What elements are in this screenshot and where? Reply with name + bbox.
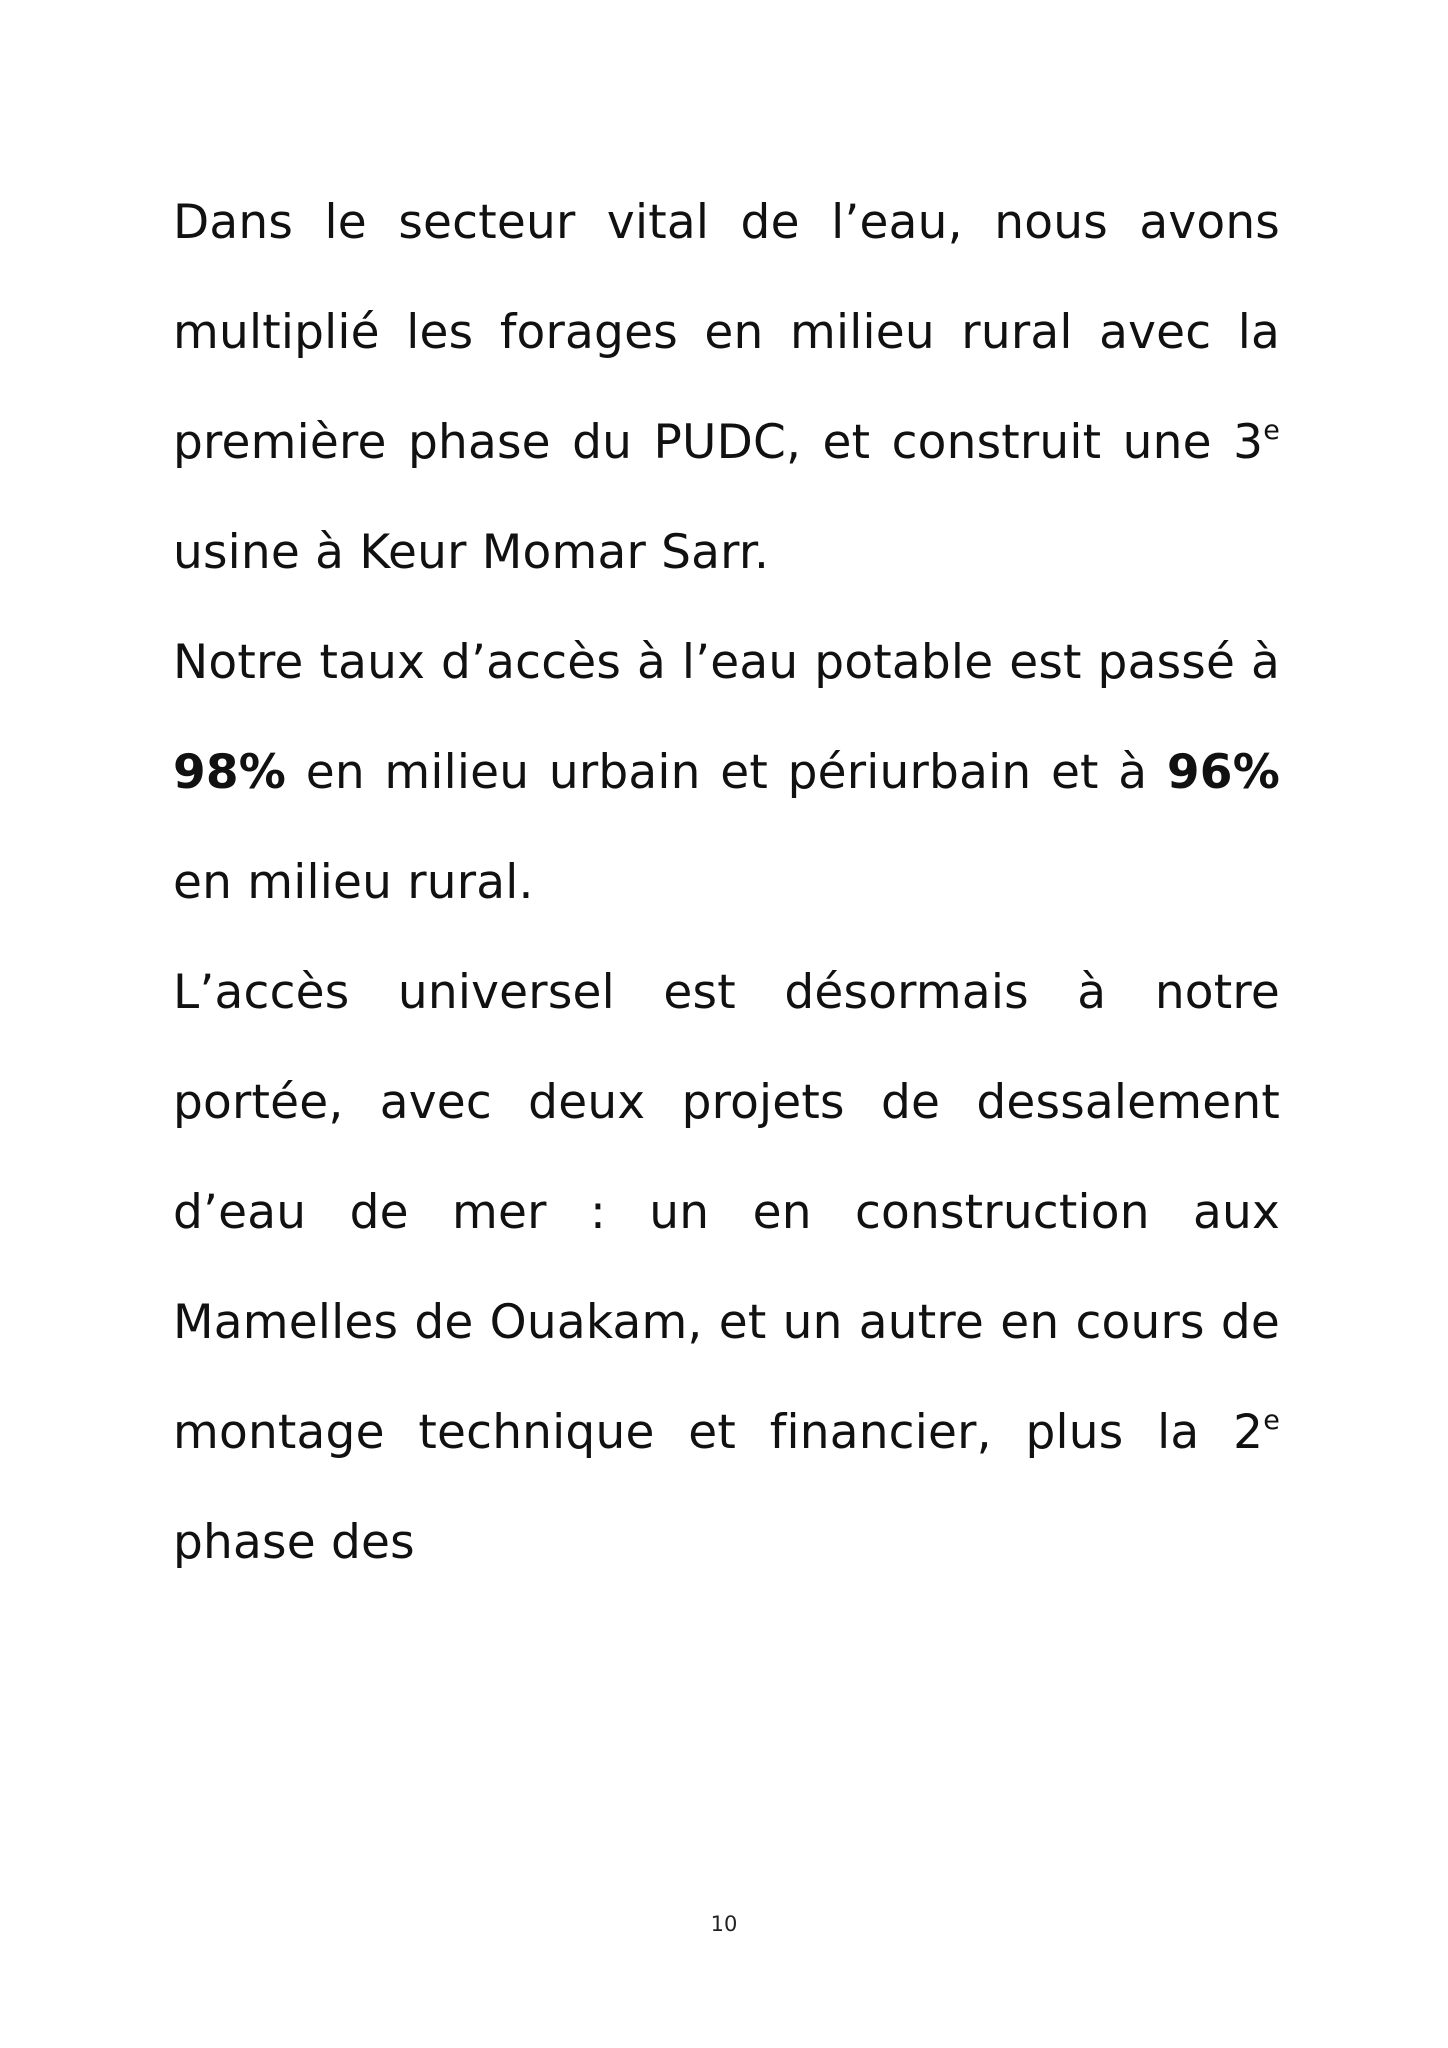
body-text — [173, 168, 1280, 1598]
paragraph-text: Notre taux d’accès à l’eau potable est passé à — [173, 635, 1280, 690]
paragraph-text: phase des — [173, 1515, 415, 1570]
page-number: 10 — [710, 1912, 738, 1936]
urban-rate-value: 98% — [173, 745, 287, 800]
ordinal-superscript: e — [1263, 1405, 1280, 1437]
paragraph-water-sector — [173, 168, 1280, 608]
paragraph-text: Dans le secteur vital de l’eau, nous avons multiplié les forages en milieu rural avec la première phase du PUDC, et construit une 3 — [173, 195, 1280, 470]
paragraph-access-rate — [173, 608, 1280, 938]
paragraph-text: usine à Keur Momar Sarr. — [173, 525, 770, 580]
paragraph-text: en milieu urbain et périurbain et à — [286, 745, 1167, 800]
rural-rate-value: 96% — [1166, 745, 1280, 800]
ordinal-superscript: e — [1263, 415, 1280, 447]
paragraph-text: en milieu rural. — [173, 855, 534, 910]
paragraph-universal-access — [173, 938, 1280, 1598]
paragraph-text: L’accès universel est désormais à notre portée, avec deux projets de dessalement d’eau de mer : un en construction aux Mamelles de Ouakam, et un autre en cours de montage technique et financier, plus la 2 — [173, 965, 1280, 1460]
